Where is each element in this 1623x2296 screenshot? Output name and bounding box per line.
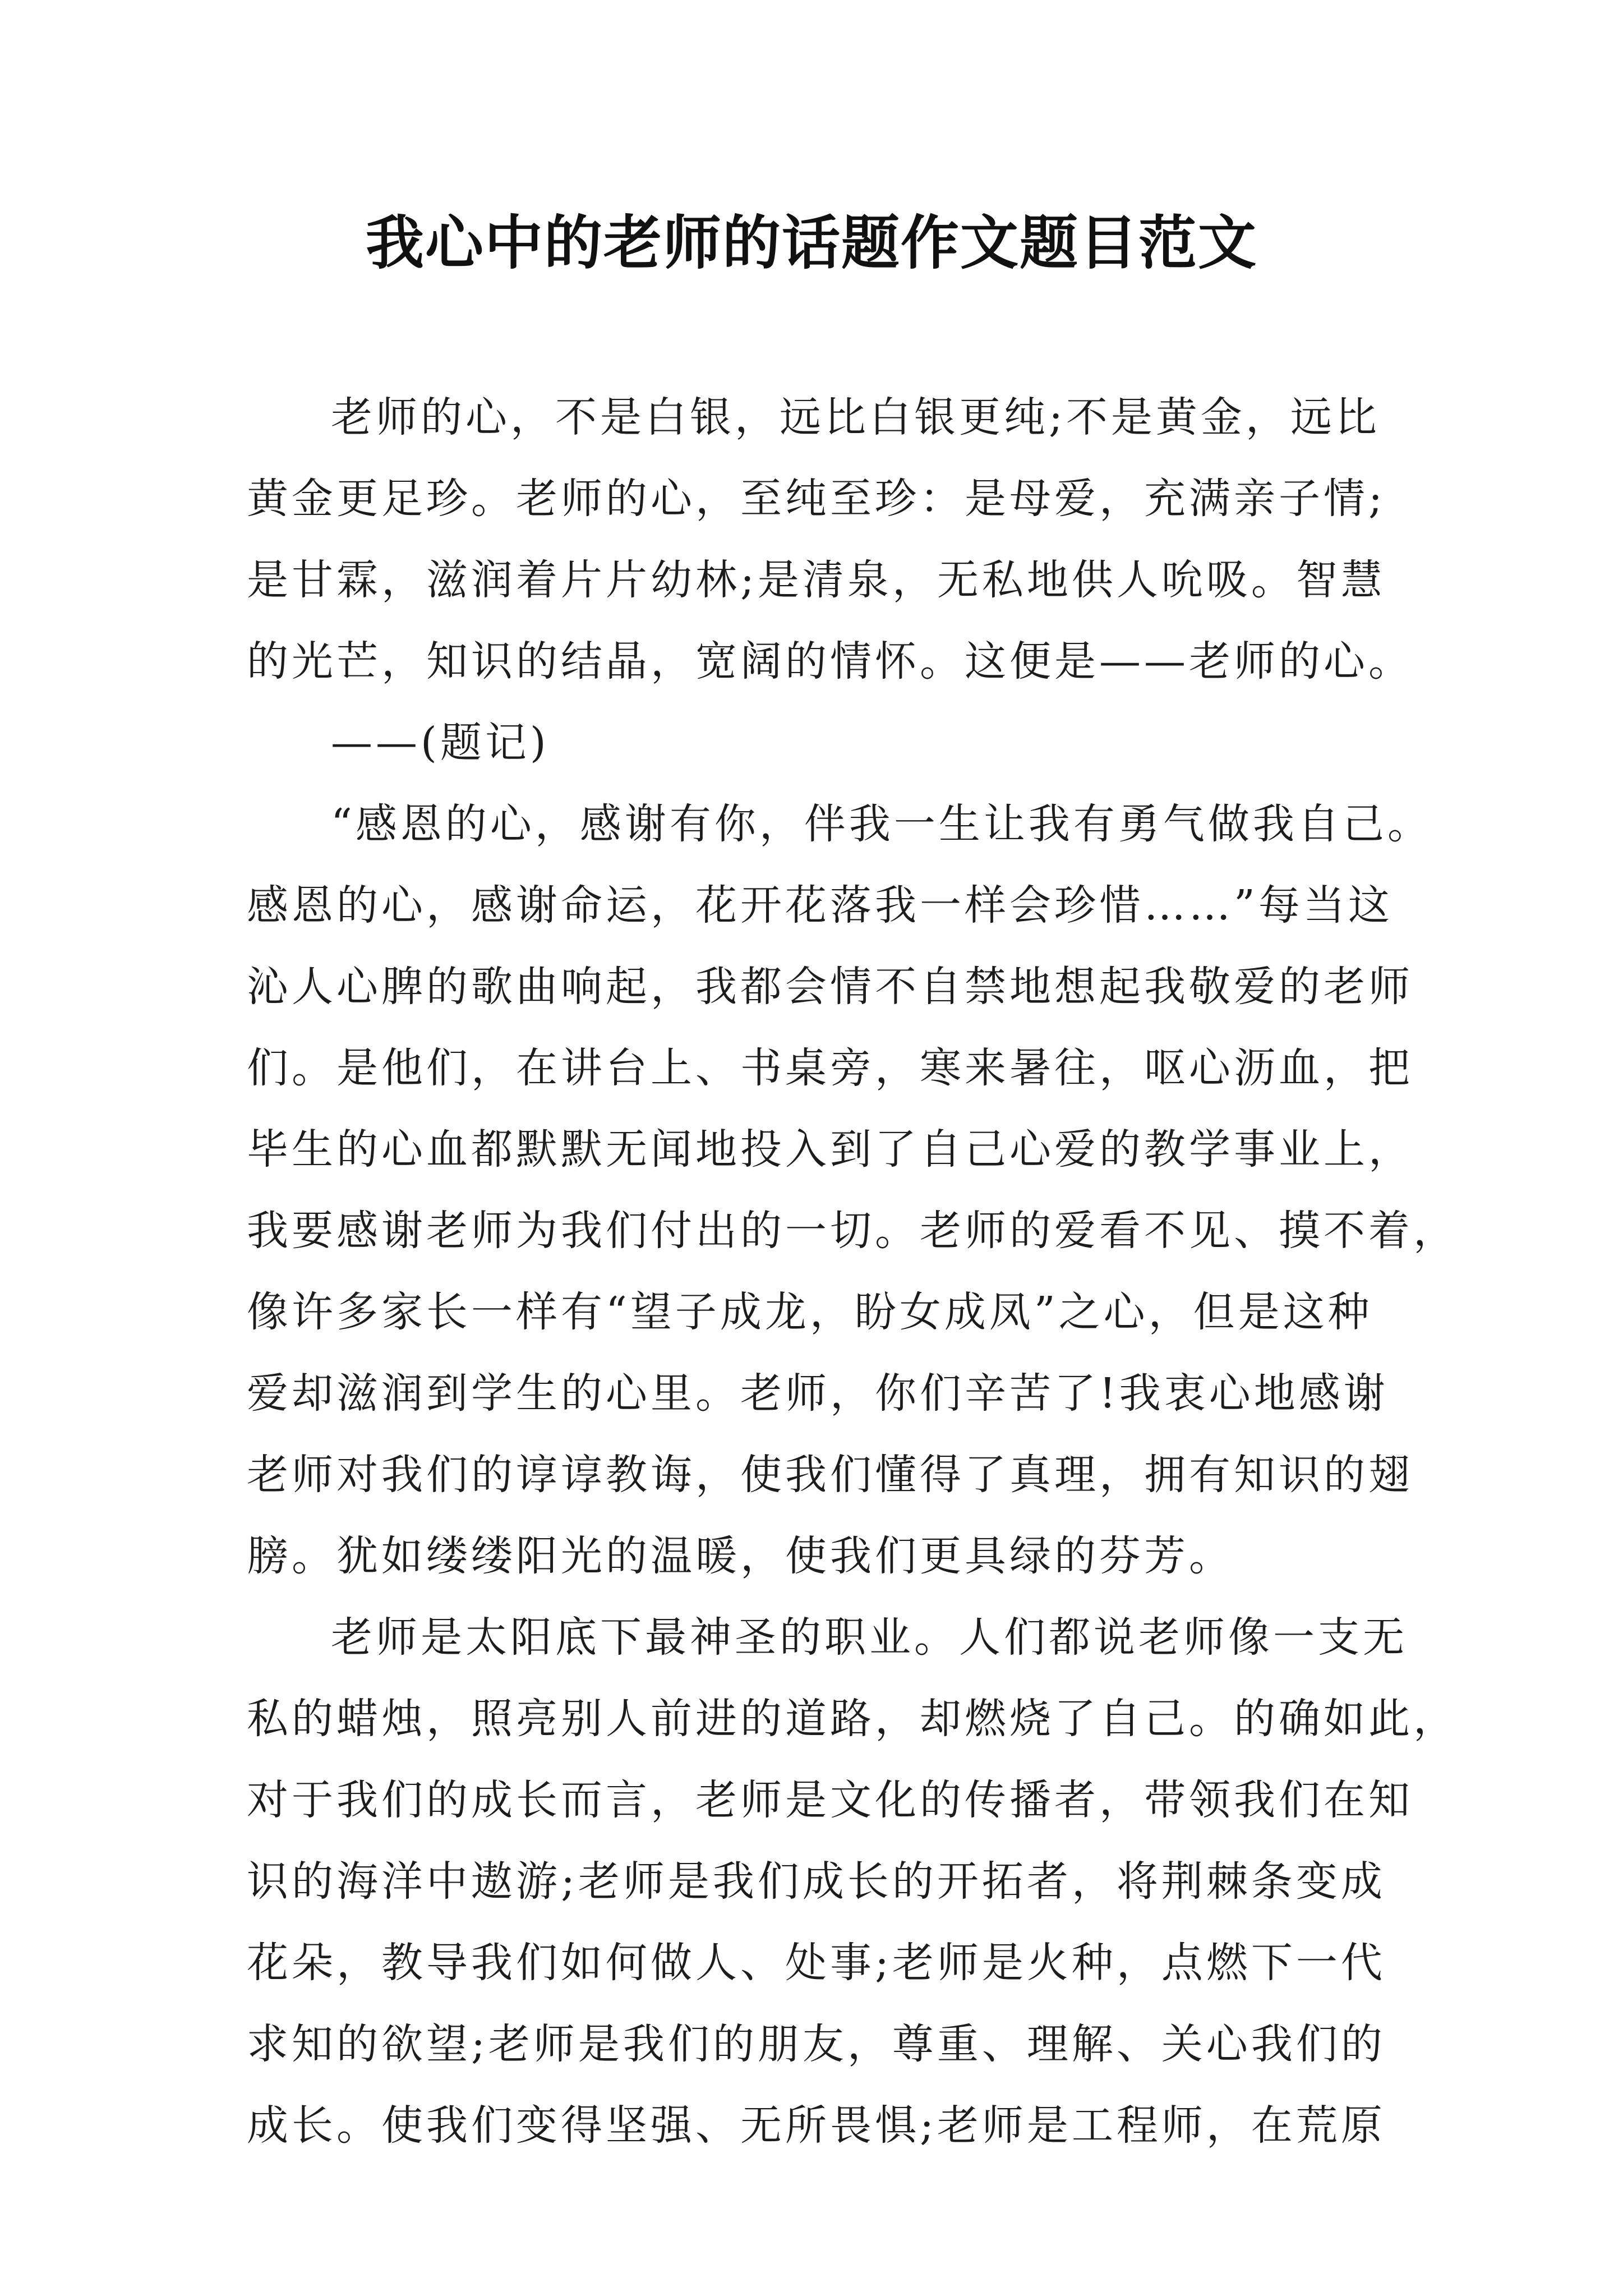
text-line: 求知的欲望;老师是我们的朋友，尊重、理解、关心我们的 — [247, 2020, 1386, 2068]
text-line: 的光芒，知识的结晶，宽阔的情怀。这便是——老师的心。 — [247, 637, 1413, 685]
text-line: 们。是他们，在讲台上、书桌旁，寒来暑往，呕心沥血，把 — [247, 1044, 1413, 1092]
text-line: 花朵，教导我们如何做人、处事;老师是火种，点燃下一代 — [247, 1939, 1386, 1987]
text-line: 黄金更足珍。老师的心，至纯至珍：是母爱，充满亲子情; — [247, 475, 1386, 523]
text-line: 老师对我们的谆谆教诲，使我们懂得了真理，拥有知识的翅 — [247, 1451, 1413, 1499]
text-line: 老师的心，不是白银，远比白银更纯;不是黄金，远比 — [331, 393, 1380, 441]
document-body — [247, 377, 1458, 2166]
document-title: 我心中的老师的话题作文题目范文 — [365, 209, 1257, 277]
text-line: 成长。使我们变得坚强、无所畏惧;老师是工程师，在荒原 — [247, 2101, 1386, 2150]
text-line: 爱却滋润到学生的心里。老师，你们辛苦了!我衷心地感谢 — [247, 1369, 1389, 1418]
text-line: 膀。犹如缕缕阳光的温暖，使我们更具绿的芬芳。 — [247, 1532, 1234, 1580]
text-line: 毕生的心血都默默无闻地投入到了自己心爱的教学事业上， — [247, 1125, 1413, 1174]
text-line: 识的海洋中遨游;老师是我们成长的开拓者，将荆棘条变成 — [247, 1857, 1386, 1906]
text-line: “感恩的心，感谢有你，伴我一生让我有勇气做我自己。 — [331, 800, 1432, 848]
text-line: 对于我们的成长而言，老师是文化的传播者，带领我们在知 — [247, 1776, 1413, 1824]
text-line: ——(题记) — [331, 719, 550, 767]
text-line: 老师是太阳底下最神圣的职业。人们都说老师像一支无 — [331, 1613, 1408, 1662]
text-line: 我要感谢老师为我们付出的一切。老师的爱看不见、摸不着， — [247, 1207, 1458, 1255]
text-line: 是甘霖，滋润着片片幼林;是清泉，无私地供人吮吸。智慧 — [247, 556, 1386, 604]
text-line: 沁人心脾的歌曲响起，我都会情不自禁地想起我敬爱的老师 — [247, 963, 1413, 1011]
text-line: 私的蜡烛，照亮别人前进的道路，却燃烧了自己。的确如此， — [247, 1695, 1458, 1743]
text-line: 像许多家长一样有“望子成龙，盼女成凤”之心，但是这种 — [247, 1288, 1373, 1336]
text-line: 感恩的心，感谢命运，花开花落我一样会珍惜……”每当这 — [247, 881, 1393, 930]
